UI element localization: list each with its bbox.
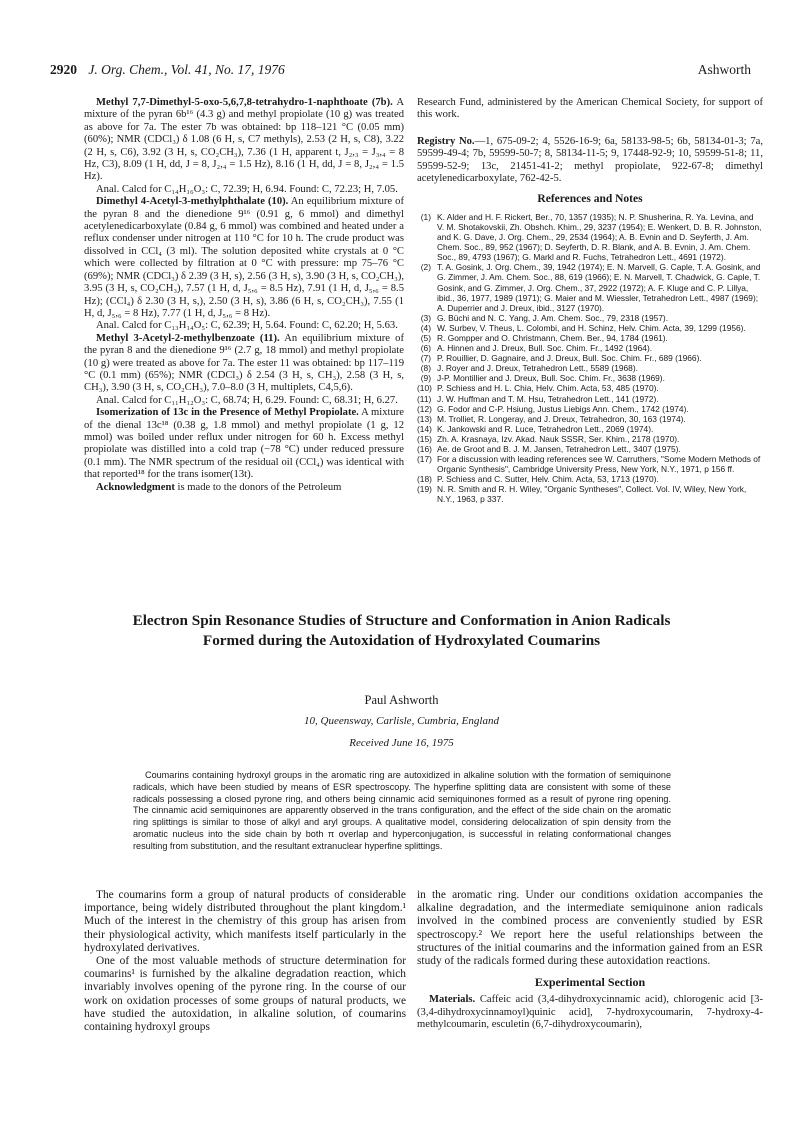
reference-number: (1) (420, 211, 431, 222)
reference-item (417, 474, 763, 484)
reference-item (417, 353, 763, 363)
article-author: Paul Ashworth (364, 693, 439, 707)
references-title: References and Notes (537, 193, 643, 206)
reference-item (417, 313, 763, 323)
reference-text: P. Schiess and H. L. Chia, Helv. Chim. Acta, 53, 485 (1970). (437, 383, 659, 394)
reference-item (417, 454, 763, 474)
paragraph-text: Anal. Calcd for C₁₄H₁₆O₃: C, 72.39; H, 6.94. Found: C, 72.23; H, 7.05. (96, 183, 398, 195)
reference-item (417, 434, 763, 444)
reference-item (417, 212, 763, 262)
experimental-paragraph (84, 407, 404, 481)
body-right-column (417, 889, 763, 1032)
reference-text: Zh. A. Krasnaya, Izv. Akad. Nauk SSSR, Ser. Khim., 2178 (1970). (437, 433, 680, 444)
experimental-paragraph (84, 333, 404, 395)
abstract: Coumarins containing hydroxyl groups in the aromatic ring are autoxidized in alkaline solution with the formation of semiquinone radicals, which have been studied by means of ESR spectroscopy. The hyperfine splitting data are consistent with some of these radicals possessing a closed pyrone ring, and others being cinnamic acid semiquinones formed as a result of pyrone ring opening. The cinnamic acid semiquinones are apparently observed in the trans configuration, and the effect of the side chain on the aromatic ring splittings is similar to those of alkyl and aryl groups. A qualitative model, considering delocalization of spin density from the aromatic nucleus into the side chain by both π overlap and hyperconjugation, is successful in relating conformational changes resulting from substitution, and the resultant extranuclear hyperfine splittings. (133, 770, 671, 851)
reference-number: (10) (417, 383, 432, 394)
reference-number: (3) (420, 312, 431, 323)
registry-text: —1, 675-09-2; 4, 5526-16-9; 6a, 58133-98-5; 6b, 58134-01-3; 7a, 59599-49-4; 7b, 59599-50-7; 8, 58134-11-5; 9, 17448-92-9; 10, 59599-51-8; 11, 59599-52-9; 13c, 21451-41-2; methyl propiolate, 922-67-8; dimethyl acetylenedicarboxylate, 762-42-5. (417, 135, 763, 185)
reference-text: J-P. Montillier and J. Dreux, Bull. Soc. Chim. Fr., 3638 (1969). (437, 373, 665, 384)
reference-number: (8) (420, 363, 431, 374)
received-date: Received June 16, 1975 (349, 737, 454, 749)
reference-item (417, 484, 763, 504)
body-paragraph: in the aromatic ring. Under our conditions oxidation accompanies the alkaline degradation, and the intermediate semiquinone anion radicals involved in the combined process are conveniently studied by ESR spectroscopy.² We report here the useful relationships between the structures of the initial coumarins and the information gained from an ESR study of the radicals formed during these autoxidation reactions. (417, 889, 763, 968)
reference-number: (15) (417, 433, 432, 444)
experimental-paragraph (84, 196, 404, 320)
reference-text: Ae. de Groot and B. J. M. Jansen, Tetrahedron Lett., 3407 (1975). (437, 444, 681, 454)
body-left-column (84, 889, 406, 1034)
reference-text: P. Rouillier, D. Gagnaire, and J. Dreux, Bull. Soc. Chim. Fr., 689 (1966). (437, 353, 702, 364)
materials-text: Caffeic acid (3,4-dihydroxycinnamic acid), chlorogenic acid [3-(3,4-dihydroxycinnamoyl)quinic acid], 7-hydroxycoumarin, 7-hydroxy-4-methylcoumarin, esculetin (6,7-dihydroxycoumarin), (417, 994, 763, 1031)
reference-text: W. Surbev, V. Theus, L. Colombi, and H. Schinz, Helv. Chim. Acta, 39, 1299 (1956). (437, 322, 746, 333)
reference-item (417, 343, 763, 353)
reference-text: K. Alder and H. F. Rickert, Ber., 70, 1357 (1935); N. P. Shusherina, R. Ya. Levina, and V. M. Shotakovskii, Zh. Obshch. Khim., 29, 3237 (1954); E. Wenkert, D. B. R. Johnston, and K. G. Dave, J. Org. Chem., 29, 2534 (1964); A. B. Evnin and D. Seyferth, J. Am. Chem. Soc., 89, 952 (1967); D. Seyferth, D. R. Blank, and A. B. Evnin, J. Am. Chem. Soc., 89, 4793 (1967); G. Markl and R. Fuchs, Tetrahedron Lett., 4691 (1972). (437, 211, 762, 263)
registry-heading: Registry No. (417, 135, 475, 147)
body-paragraph: One of the most valuable methods of structure determination for coumarins¹ is furnished by the alkaline degradation reaction, which invariably involves opening of the pyrone ring. In the course of our work on oxidation processes of some groups of natural products, we have studied the autoxidation, in alkaline solution, of coumarins containing hydroxyl groups (84, 955, 406, 1034)
materials-heading: Materials. (429, 994, 476, 1006)
author-affiliation: 10, Queensway, Carlisle, Cumbria, England (304, 715, 499, 727)
paragraph-text: Anal. Calcd for C₁₁H₁₂O₃: C, 68.74; H, 6.29. Found: C, 68.31; H, 6.27. (96, 394, 398, 406)
reference-number: (4) (420, 322, 431, 333)
reference-item (417, 262, 763, 312)
right-column (417, 97, 763, 505)
paragraph-text: is made to the donors of the Petroleum (177, 481, 342, 493)
reference-number: (6) (420, 343, 431, 354)
reference-text: J. Royer and J. Dreux, Tetrahedron Lett., 5589 (1968). (437, 363, 638, 374)
paragraph-text: Anal. Calcd for C₁₃H₁₄O₅: C, 62.39; H, 5.64. Found: C, 62.20; H, 5.63. (96, 320, 398, 332)
reference-text: N. R. Smith and R. H. Wiley, "Organic Syntheses", Collect. Vol. IV, Wiley, New York, N.Y., 1963, p 337. (437, 484, 747, 505)
materials-paragraph (417, 994, 763, 1031)
reference-text: T. A. Gosink, J. Org. Chem., 39, 1942 (1974); E. N. Marvell, G. Caple, T. A. Gosink, and G. Zimmer, J. Am. Chem. Soc., 88, 619 (1966); E. N. Marvell, T. Chadwick, G. Caple, T. Gosink, and G. Zimmer, J. Org. Chem., 37, 2922 (1972); A. F. Kluge and C. P. Lillya, ibid., 36, 1977, 1989 (1971); G. Maier and M. Wiessler, Tetrahedron Lett., 4987 (1969); A. Duperrier and J. Dreux, ibid., 3127 (1970). (437, 262, 761, 313)
reference-text: P. Schiess and C. Sutter, Helv. Chim. Acta, 53, 1713 (1970). (437, 474, 659, 485)
reference-number: (13) (417, 413, 432, 424)
page-number: 2920 (50, 62, 77, 77)
reference-item (417, 323, 763, 333)
paragraph-text: A mixture of the dienal 13c¹⁸ (0.38 g, 1.8 mmol) and methyl propiolate (1 g, 12 mmol) was boiled under reflux under nitrogen for 60 h. Excess methyl propiolate was distilled into a cold trap (−78 °C) under reduced pressure (0.1 mm). The NMR spectrum of the residual oil (CCl₄) was identical with that reported¹⁸ for the trans isomer(13t). (84, 407, 404, 481)
reference-text: G. Fodor and C-P. Hsiung, Justus Liebigs Ann. Chem., 1742 (1974). (437, 403, 689, 414)
reference-item (417, 383, 763, 393)
reference-number: (7) (420, 353, 431, 364)
reference-number: (17) (417, 454, 432, 465)
experimental-section-title: Experimental Section (534, 975, 646, 990)
body-paragraph: The coumarins form a group of natural products of considerable importance, being widely distributed throughout the plant kingdom.¹ Much of the interest in the chemistry of this group has arisen from their physiological activity, which manifests itself particularly in the hydroxylated derivatives. (84, 889, 406, 954)
article-title: Electron Spin Resonance Studies of Structure and Conformation in Anion Radicals Formed during the Autoxidation of Hydroxylated Coumarins (132, 612, 671, 649)
paragraph-heading: Methyl 7,7-Dimethyl-5-oxo-5,6,7,8-tetrahydro-1-naphthoate (7b). (96, 97, 393, 108)
paragraph-heading: Isomerization of 13c in the Presence of Methyl Propiolate. (96, 407, 359, 419)
experimental-paragraph (84, 395, 404, 407)
registry-paragraph (417, 136, 763, 186)
reference-item (417, 373, 763, 383)
journal-citation: J. Org. Chem., Vol. 41, No. 17, 1976 (88, 62, 285, 77)
reference-text: For a discussion with leading references see W. Carruthers, "Some Modern Methods of Organic Synthesis", Cambridge University Press, New York, N.Y., 1971, p 156 ff. (437, 454, 761, 475)
reference-number: (9) (420, 373, 431, 384)
experimental-paragraph (84, 482, 404, 494)
reference-item (417, 363, 763, 373)
running-author: Ashworth (697, 62, 751, 77)
paragraph-text: A mixture of the pyran 6b¹⁶ (4.3 g) and methyl propiolate (10 g) was treated as above for 7a. The ester 7b was obtained: bp 118–121 °C (0.05 mm) (60%); NMR (CDCl₃) δ 1.08 (6 H, s, C7 methyls), 2.53 (2 H, s, C8), 3.22 (2 H, s, C6), 3.92 (3 H, s, CO₂CH₃), 7.36 (1 H, apparent t, J₂,₃ = J₃,₄ = 8 Hz, C3), 8.09 (1 H, dd, J = 8, J₂,₄ = 1.5 Hz), 8.16 (1 H, dd, J = 8, J₂,₄ = 1.5 Hz). (84, 97, 404, 183)
paragraph-text: An equilibrium mixture of the pyran 8 and the dienedione 9¹⁶ (2.7 g, 18 mmol) and methyl propiolate (10 g) were treated as above for 7a. The ester 11 was obtained: bp 117–119 °C (0.1 mm) (65%); NMR (CDCl₃) δ 2.54 (3 H, s, CH₃), 2.58 (3 H, s, CH₃), 3.90 (3 H, s, CO₂CH₃), 7.0–8.0 (3 H, multiplets, C4,5,6). (84, 332, 404, 394)
paragraph-heading: Dimethyl 4-Acetyl-3-methylphthalate (10). (96, 196, 289, 208)
experimental-left-column (84, 97, 404, 494)
reference-text: M. Trolliet, R. Longeray, and J. Dreux, Tetrahedron, 30, 163 (1974). (437, 413, 686, 424)
reference-number: (19) (417, 484, 432, 495)
reference-text: R. Gompper and O. Christmann, Chem. Ber., 94, 1784 (1961). (437, 332, 668, 343)
reference-item (417, 333, 763, 343)
reference-number: (18) (417, 474, 432, 485)
reference-number: (11) (417, 393, 432, 404)
paragraph-heading: Acknowledgment (96, 481, 175, 493)
experimental-paragraph (84, 97, 404, 184)
references-list (417, 212, 763, 505)
reference-number: (2) (420, 262, 431, 273)
reference-item (417, 404, 763, 414)
experimental-paragraph (84, 320, 404, 332)
page-header (50, 62, 753, 80)
reference-item (417, 414, 763, 424)
reference-text: K. Jankowski and R. Luce, Tetrahedron Lett., 2069 (1974). (437, 423, 654, 434)
paragraph-heading: Methyl 3-Acetyl-2-methylbenzoate (11). (96, 332, 280, 344)
paragraph-text: An equilibrium mixture of the pyran 8 and the dienedione 9¹⁶ (0.91 g, 6 mmol) and dimethyl acetylenedicarboxylate (0.84 g, 6 mmol) was combined and heated under a reflux condenser under nitrogen at 110 °C for 10 h. The crude product was dissolved in CCl₄ (3 ml). The solution deposited white crystals at 0 °C which were collected by filtration at 0 °C with pressure: mp 75–76 °C (69%); NMR (CDCl₃) δ 2.39 (3 H, s), 2.56 (3 H, s), 3.90 (3 H, s, CO₂CH₃), 3.95 (3 H, s, CO₂CH₃), 7.57 (1 H, d, J₅,₆ = 8.5 Hz), 7.91 (1 H, d, J₅,₆ = 8.5 Hz); (CCl₄) δ 2.30 (3 H, s,), 2.50 (3 H, s), 3.86 (6 H, s, CO₂CH₃), 7.55 (1 H, d, J₅,₆ = 8 Hz), 7.77 (1 H, d, J₅,₆ = 8 Hz). (84, 196, 404, 319)
reference-text: J. W. Huffman and T. M. Hsu, Tetrahedron Lett., 141 (1972). (437, 393, 659, 404)
reference-number: (5) (420, 332, 431, 343)
reference-item (417, 444, 763, 454)
reference-text: G. Büchi and N. C. Yang, J. Am. Chem. Soc., 79, 2318 (1957). (437, 312, 669, 323)
experimental-paragraph (84, 184, 404, 196)
reference-number: (14) (417, 423, 432, 434)
reference-item (417, 424, 763, 434)
acknowledgment-continued: Research Fund, administered by the American Chemical Society, for support of this work. (417, 97, 763, 121)
reference-text: A. Hinnen and J. Dreux, Bull. Soc. Chim. Fr., 1492 (1964). (437, 343, 653, 354)
reference-number: (12) (417, 403, 432, 414)
reference-number: (16) (417, 444, 432, 454)
reference-item (417, 394, 763, 404)
